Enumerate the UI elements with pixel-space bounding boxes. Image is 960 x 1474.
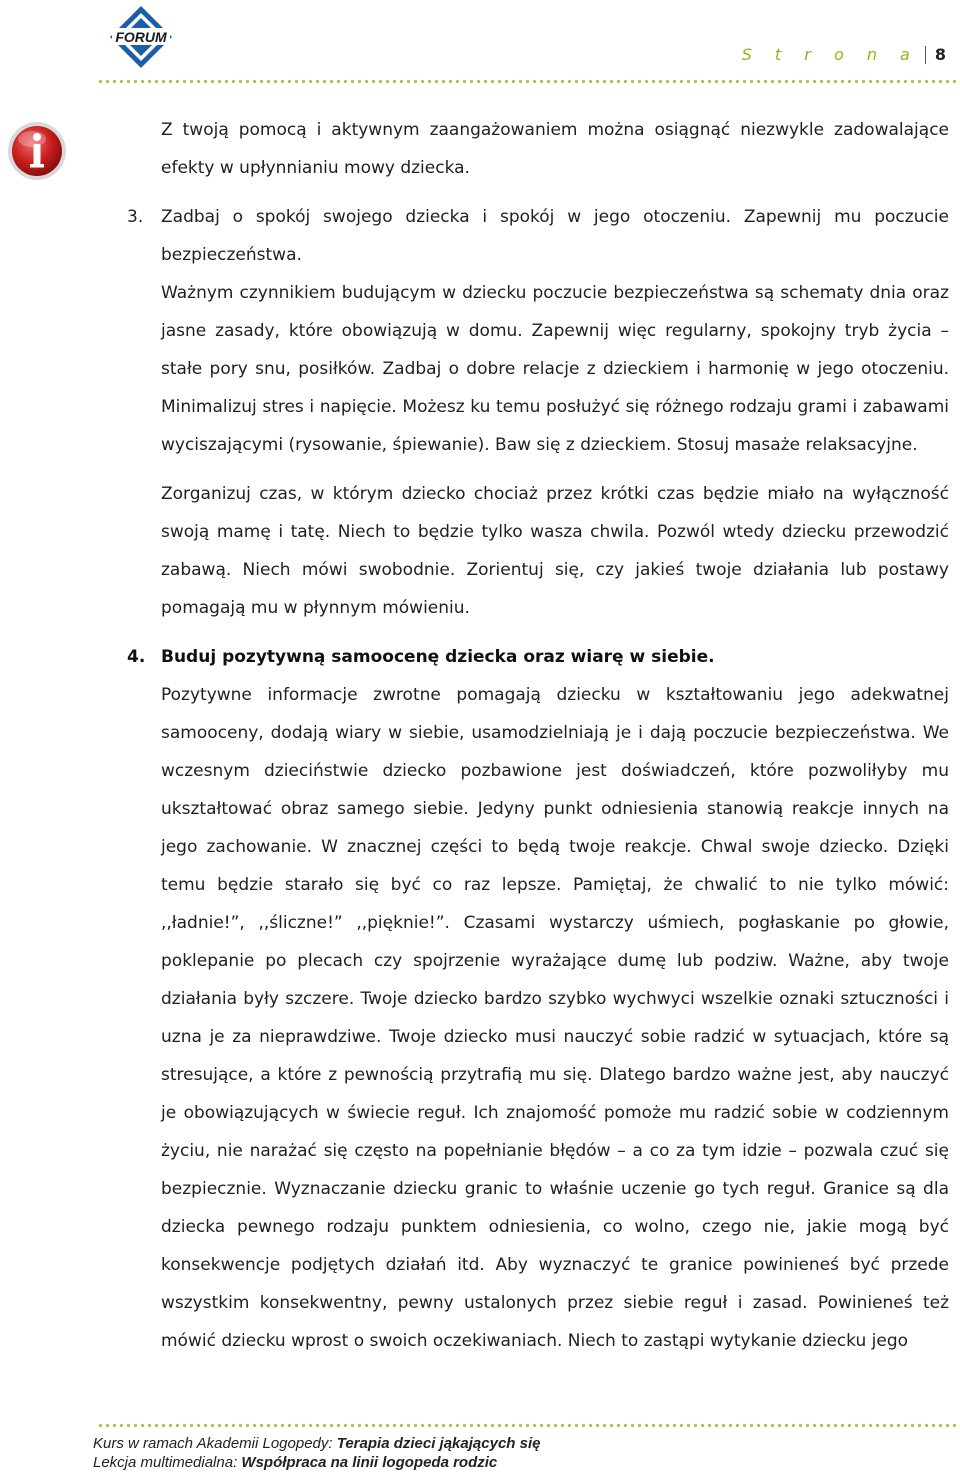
section-3-paragraph-1: Ważnym czynnikiem budującym w dziecku poczucie bezpieczeństwa są schematy dnia oraz jasne zasady, które obowiązują w domu. Zapewnij więc regularny, spokojny tryb życia – stałe pory snu, posiłków. Zadbaj o dobre relacje z dzieckiem i harmonię w jego otoczeniu. Minimalizuj stres i napięcie. Możesz ku temu posłużyć się różnego rodzaju grami i zabawami wyciszającymi (rysowanie, śpiewanie). Baw się z dzieckiem. Stosuj masaże relaksacyjne. xyxy=(161,283,949,455)
section-3-number: 3. xyxy=(127,207,144,227)
footer-course-title: Terapia dzieci jąkających się xyxy=(336,1435,541,1452)
footer-lesson-label: Lekcja multimedialna: xyxy=(93,1454,242,1471)
footer-course-label: Kurs w ramach Akademii Logopedy: xyxy=(93,1435,337,1452)
section-3-title: Zadbaj o spokój swojego dziecka i spokój w jego otoczeniu. Zapewnij mu poczucie bezpieczeństwa. xyxy=(161,207,949,265)
footer-dotted-rule xyxy=(97,1423,960,1428)
forum-logo xyxy=(108,4,174,70)
section-4-paragraph: Pozytywne informacje zwrotne pomagają dziecku w kształtowaniu jego adekwatnej samooceny, dodają wiary w siebie, usamodzielniają je i dają poczucie bezpieczeństwa. We wczesnym dzieciństwie dziecko pozbawione jest doświadczeń, które pozwoliłyby mu ukształtować obraz samego siebie. Jedyny punkt odniesienia stanowią reakcje innych na jego zachowanie. W znacznej części to będą twoje reakcje. Chwal swoje dziecko. Dzięki temu będzie starało się być co raz lepsze. Pamiętaj, że chwalić to nie tylko mówić: ,,ładnie!”, ,,śliczne!” ,,pięknie!”. Czasami wystarczy uśmiech, pogłaskanie po głowie, poklepanie po plecach czy spojrzenie wyrażające dumę lub podziw. Ważne, aby twoje działania były szczere. Twoje dziecko bardzo szybko wychwyci wszelkie oznaki sztuczności i uzna je za nieprawdziwe. Twoje dziecko musi nauczyć sobie radzić w sytuacjach, które są stresujące, a które z pewnością przytrafią mu się. Dlatego bardzo ważne jest, aby nauczyć je obowiązujących w świecie reguł. Ich znajomość pomoże mu radzić sobie w codziennym życiu, nie narażać się często na popełnianie błędów – a co za tym idzie – pozwala czuć się bezpiecznie. Wyznaczanie dziecku granic to właśnie uczenie go tych reguł. Granice są dla dziecka pewnego rodzaju punktem odniesienia, co wolno, czego nie, jakie mogą być konsekwencje podjętych działań itd. Aby wyznaczyć te granice powinieneś być przede wszystkim konsekwentny, pewny ustalonych przez siebie reguł i zasad. Powinieneś też mówić dziecku wprost o swoich oczekiwaniach. Niech to zastąpi wytykanie dziecku jego xyxy=(161,685,949,1351)
header-dotted-rule xyxy=(97,79,960,84)
page-number: 8 xyxy=(934,45,946,64)
page-label: S t r o n a xyxy=(741,45,919,64)
footer-lesson-title: Współpraca na linii logopeda rodzic xyxy=(241,1454,498,1471)
footer-course-line xyxy=(93,1434,540,1453)
intro-paragraph: Z twoją pomocą i aktywnym zaangażowaniem można osiągnąć niezwykle zadowalające efekty w upłynnianiu mowy dziecka. xyxy=(161,120,949,178)
logo-text: FORUM xyxy=(115,29,167,45)
section-3-heading xyxy=(127,198,949,274)
section-4-title: Buduj pozytywną samoocenę dziecka oraz wiarę w siebie. xyxy=(161,647,715,667)
page-number-label xyxy=(742,45,946,64)
section-3-paragraph-2: Zorganizuj czas, w którym dziecko chociaż przez krótki czas będzie miało na wyłączność swoją mamę i tatę. Niech to będzie tylko wasza chwila. Pozwól wtedy dziecku przewodzić zabawą. Niech mówi swobodnie. Zorientuj się, czy jakieś twoje działania lub postawy pomagają mu w płynnym mówieniu. xyxy=(161,484,949,618)
footer-lesson-line xyxy=(93,1453,540,1472)
page-content xyxy=(127,111,949,1360)
info-icon xyxy=(6,120,70,184)
section-4-number: 4. xyxy=(127,647,146,667)
page-divider xyxy=(925,46,926,64)
section-4-heading xyxy=(127,638,949,676)
footer xyxy=(93,1434,540,1472)
